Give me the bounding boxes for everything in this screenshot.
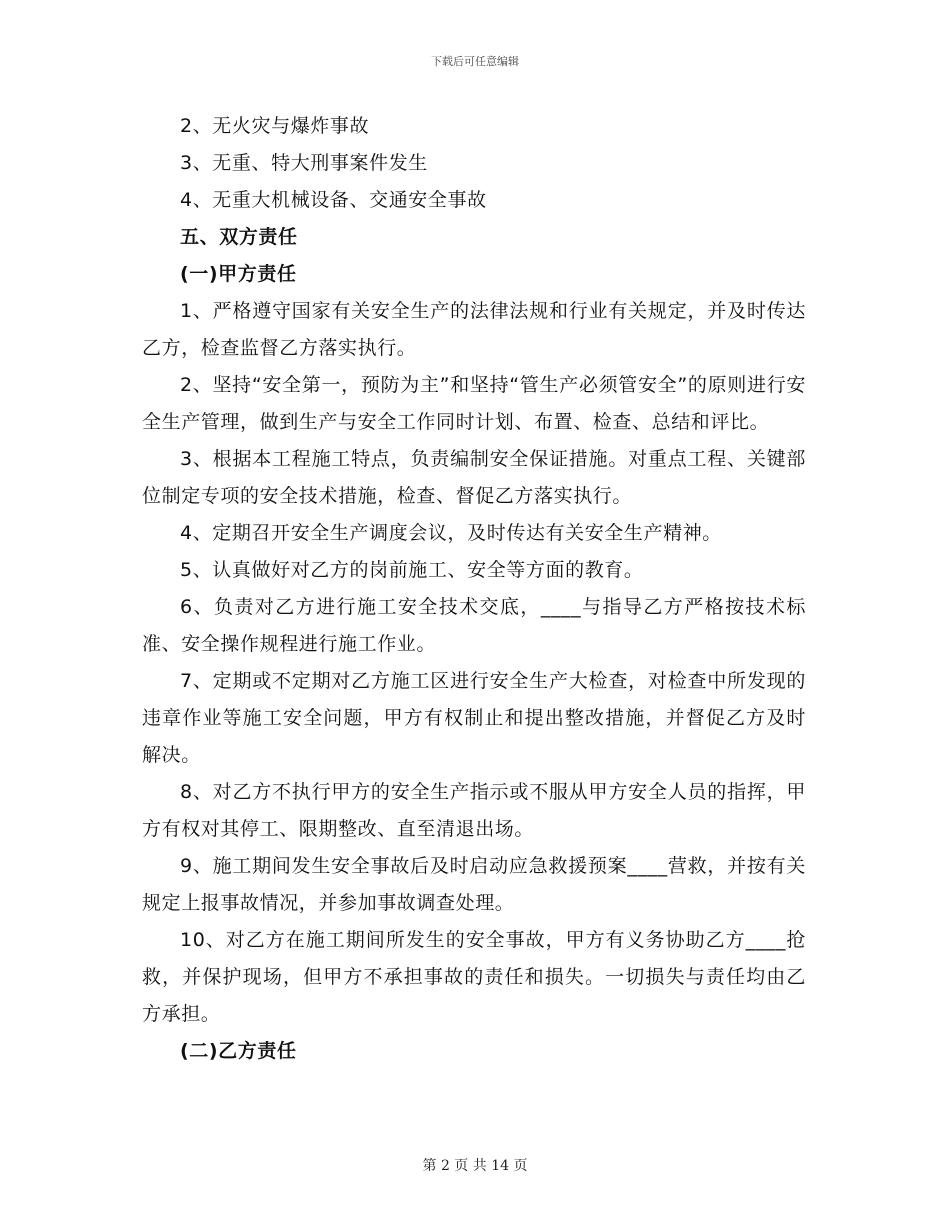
paragraph: 4、无重大机械设备、交通安全事故 (180, 189, 487, 211)
paragraph: 9、施工期间发生安全事故后及时启动应急救援预案____营救，并按有关规定上报事故情况，并参加事故调查处理。 (142, 855, 806, 914)
page-header: 下载后可任意编辑 (431, 55, 519, 68)
paragraph: 8、对乙方不执行甲方的安全生产指示或不服从甲方安全人员的指挥，甲方有权对其停工、限期整改、直至清退出场。 (142, 781, 806, 840)
paragraph: 3、根据本工程施工特点，负责编制安全保证措施。对重点工程、关键部位制定专项的安全技术措施，检查、督促乙方落实执行。 (142, 448, 806, 507)
paragraph: 5、认真做好对乙方的岗前施工、安全等方面的教育。 (180, 559, 644, 581)
paragraph: 2、坚持“安全第一，预防为主”和坚持“管生产必须管安全”的原则进行安全生产管理，做到生产与安全工作同时计划、布置、检查、总结和评比。 (142, 374, 806, 433)
subsection-heading: (二)乙方责任 (180, 1040, 297, 1062)
page-footer: 第 2 页 共 14 页 (422, 1158, 528, 1174)
paragraph: 4、定期召开安全生产调度会议，及时传达有关安全生产精神。 (180, 522, 722, 544)
subsection-heading: (一)甲方责任 (180, 263, 297, 285)
paragraph: 1、严格遵守国家有关安全生产的法律法规和行业有关规定，并及时传达乙方，检查监督乙方落实执行。 (142, 300, 806, 359)
paragraph: 2、无火灾与爆炸事故 (180, 115, 370, 137)
paragraph: 10、对乙方在施工期间所发生的安全事故，甲方有义务协助乙方____抢救，并保护现场，但甲方不承担事故的责任和损失。一切损失与责任均由乙方承担。 (142, 929, 807, 1025)
paragraph: 6、负责对乙方进行施工安全技术交底，____与指导乙方严格按技术标准、安全操作规程进行施工作业。 (142, 596, 806, 655)
section-heading: 五、双方责任 (180, 226, 298, 248)
document-body (142, 108, 806, 1070)
paragraph: 7、定期或不定期对乙方施工区进行安全生产大检查，对检查中所发现的违章作业等施工安全问题，甲方有权制止和提出整改措施，并督促乙方及时解决。 (142, 670, 806, 766)
paragraph: 3、无重、特大刑事案件发生 (180, 152, 428, 174)
